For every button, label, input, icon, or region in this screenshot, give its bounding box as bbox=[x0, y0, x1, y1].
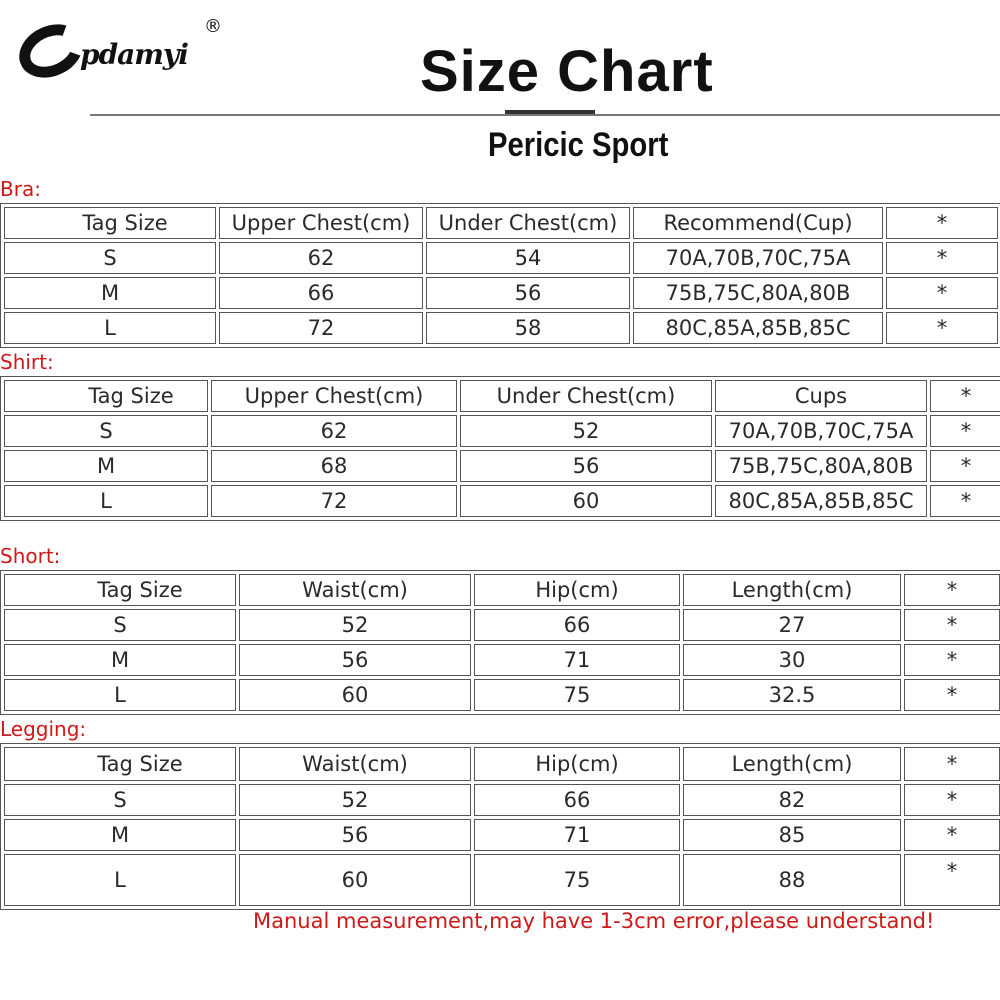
column-header: Tag Size bbox=[4, 747, 236, 781]
table-cell: 30 bbox=[683, 644, 901, 676]
table-cell: 58 bbox=[426, 312, 630, 344]
table-header-row bbox=[4, 207, 998, 239]
table-cell: 80C,85A,85B,85C bbox=[715, 485, 927, 517]
table-cell: 66 bbox=[474, 609, 680, 641]
table-row bbox=[4, 784, 1000, 816]
table-cell: 80C,85A,85B,85C bbox=[633, 312, 883, 344]
table-cell: 60 bbox=[239, 854, 471, 906]
column-header: * bbox=[930, 380, 1000, 412]
table-cell: * bbox=[904, 679, 1000, 711]
shirt-section-label: Shirt: bbox=[0, 350, 54, 374]
column-header: Tag Size bbox=[4, 207, 216, 239]
table-row bbox=[4, 485, 1000, 517]
table-cell: 62 bbox=[211, 415, 457, 447]
table-cell: 85 bbox=[683, 819, 901, 851]
table-cell: 88 bbox=[683, 854, 901, 906]
bra-size-table bbox=[0, 203, 1000, 348]
table-cell: * bbox=[904, 644, 1000, 676]
legging-size-table bbox=[0, 743, 1000, 910]
table-cell: * bbox=[886, 242, 998, 274]
bra-section-label: Bra: bbox=[0, 177, 41, 201]
table-row bbox=[4, 854, 1000, 906]
table-cell: 52 bbox=[460, 415, 712, 447]
table-row bbox=[4, 450, 1000, 482]
column-header: Waist(cm) bbox=[239, 574, 471, 606]
table-cell: * bbox=[904, 784, 1000, 816]
table-row bbox=[4, 609, 1000, 641]
table-cell: * bbox=[886, 277, 998, 309]
column-header: Length(cm) bbox=[683, 747, 901, 781]
legging-section-label: Legging: bbox=[0, 717, 87, 741]
title-divider bbox=[90, 114, 1000, 116]
table-cell: 75 bbox=[474, 679, 680, 711]
table-cell: 72 bbox=[211, 485, 457, 517]
table-cell: 52 bbox=[239, 784, 471, 816]
table-cell: L bbox=[4, 312, 216, 344]
table-row bbox=[4, 312, 998, 344]
table-cell: 75B,75C,80A,80B bbox=[715, 450, 927, 482]
column-header: Hip(cm) bbox=[474, 747, 680, 781]
table-cell: 27 bbox=[683, 609, 901, 641]
column-header: * bbox=[904, 747, 1000, 781]
table-cell: 72 bbox=[219, 312, 423, 344]
brand-logo bbox=[16, 16, 246, 86]
table-cell: M bbox=[4, 277, 216, 309]
table-cell: * bbox=[904, 854, 1000, 906]
page-title: Size Chart bbox=[420, 39, 714, 104]
table-header-row bbox=[4, 747, 1000, 781]
table-cell: 66 bbox=[474, 784, 680, 816]
table-cell: 56 bbox=[239, 644, 471, 676]
table-cell: 56 bbox=[239, 819, 471, 851]
table-cell: * bbox=[930, 485, 1000, 517]
table-cell: * bbox=[904, 819, 1000, 851]
table-cell: 68 bbox=[211, 450, 457, 482]
column-header: * bbox=[904, 574, 1000, 606]
table-cell: M bbox=[4, 644, 236, 676]
shirt-size-table bbox=[0, 376, 1000, 521]
table-cell: 71 bbox=[474, 819, 680, 851]
short-size-table bbox=[0, 570, 1000, 715]
column-header: Under Chest(cm) bbox=[426, 207, 630, 239]
column-header: Recommend(Cup) bbox=[633, 207, 883, 239]
column-header: Tag Size bbox=[4, 380, 208, 412]
table-cell: * bbox=[930, 415, 1000, 447]
column-header: Upper Chest(cm) bbox=[219, 207, 423, 239]
table-cell: L bbox=[4, 854, 236, 906]
column-header: * bbox=[886, 207, 998, 239]
table-cell: 71 bbox=[474, 644, 680, 676]
table-row bbox=[4, 242, 998, 274]
table-cell: 32.5 bbox=[683, 679, 901, 711]
table-row bbox=[4, 819, 1000, 851]
page-subtitle: Pericic Sport bbox=[488, 126, 669, 164]
table-row bbox=[4, 277, 998, 309]
table-cell: 54 bbox=[426, 242, 630, 274]
column-header: Under Chest(cm) bbox=[460, 380, 712, 412]
column-header: Hip(cm) bbox=[474, 574, 680, 606]
column-header: Waist(cm) bbox=[239, 747, 471, 781]
column-header: Cups bbox=[715, 380, 927, 412]
table-row bbox=[4, 644, 1000, 676]
table-header-row bbox=[4, 574, 1000, 606]
table-cell: 56 bbox=[460, 450, 712, 482]
column-header: Upper Chest(cm) bbox=[211, 380, 457, 412]
table-cell: 70A,70B,70C,75A bbox=[633, 242, 883, 274]
table-header-row bbox=[4, 380, 1000, 412]
table-cell: 56 bbox=[426, 277, 630, 309]
column-header: Length(cm) bbox=[683, 574, 901, 606]
table-cell: L bbox=[4, 485, 208, 517]
table-cell: 62 bbox=[219, 242, 423, 274]
table-cell: 75B,75C,80A,80B bbox=[633, 277, 883, 309]
table-cell: 66 bbox=[219, 277, 423, 309]
short-section-label: Short: bbox=[0, 544, 61, 568]
table-cell: S bbox=[4, 242, 216, 274]
table-cell: 60 bbox=[460, 485, 712, 517]
table-cell: M bbox=[4, 819, 236, 851]
table-cell: S bbox=[4, 415, 208, 447]
table-cell: * bbox=[904, 609, 1000, 641]
table-row bbox=[4, 679, 1000, 711]
table-cell: 82 bbox=[683, 784, 901, 816]
table-cell: S bbox=[4, 609, 236, 641]
title-divider-accent bbox=[505, 110, 595, 114]
logo-text: pdamyi bbox=[80, 38, 188, 71]
table-cell: S bbox=[4, 784, 236, 816]
table-cell: 70A,70B,70C,75A bbox=[715, 415, 927, 447]
table-row bbox=[4, 415, 1000, 447]
measurement-note: Manual measurement,may have 1-3cm error,please understand! bbox=[253, 909, 935, 933]
table-cell: M bbox=[4, 450, 208, 482]
table-cell: 60 bbox=[239, 679, 471, 711]
column-header: Tag Size bbox=[4, 574, 236, 606]
table-cell: L bbox=[4, 679, 236, 711]
table-cell: 75 bbox=[474, 854, 680, 906]
table-cell: * bbox=[886, 312, 998, 344]
table-cell: * bbox=[930, 450, 1000, 482]
registered-mark: ® bbox=[204, 16, 222, 37]
table-cell: 52 bbox=[239, 609, 471, 641]
